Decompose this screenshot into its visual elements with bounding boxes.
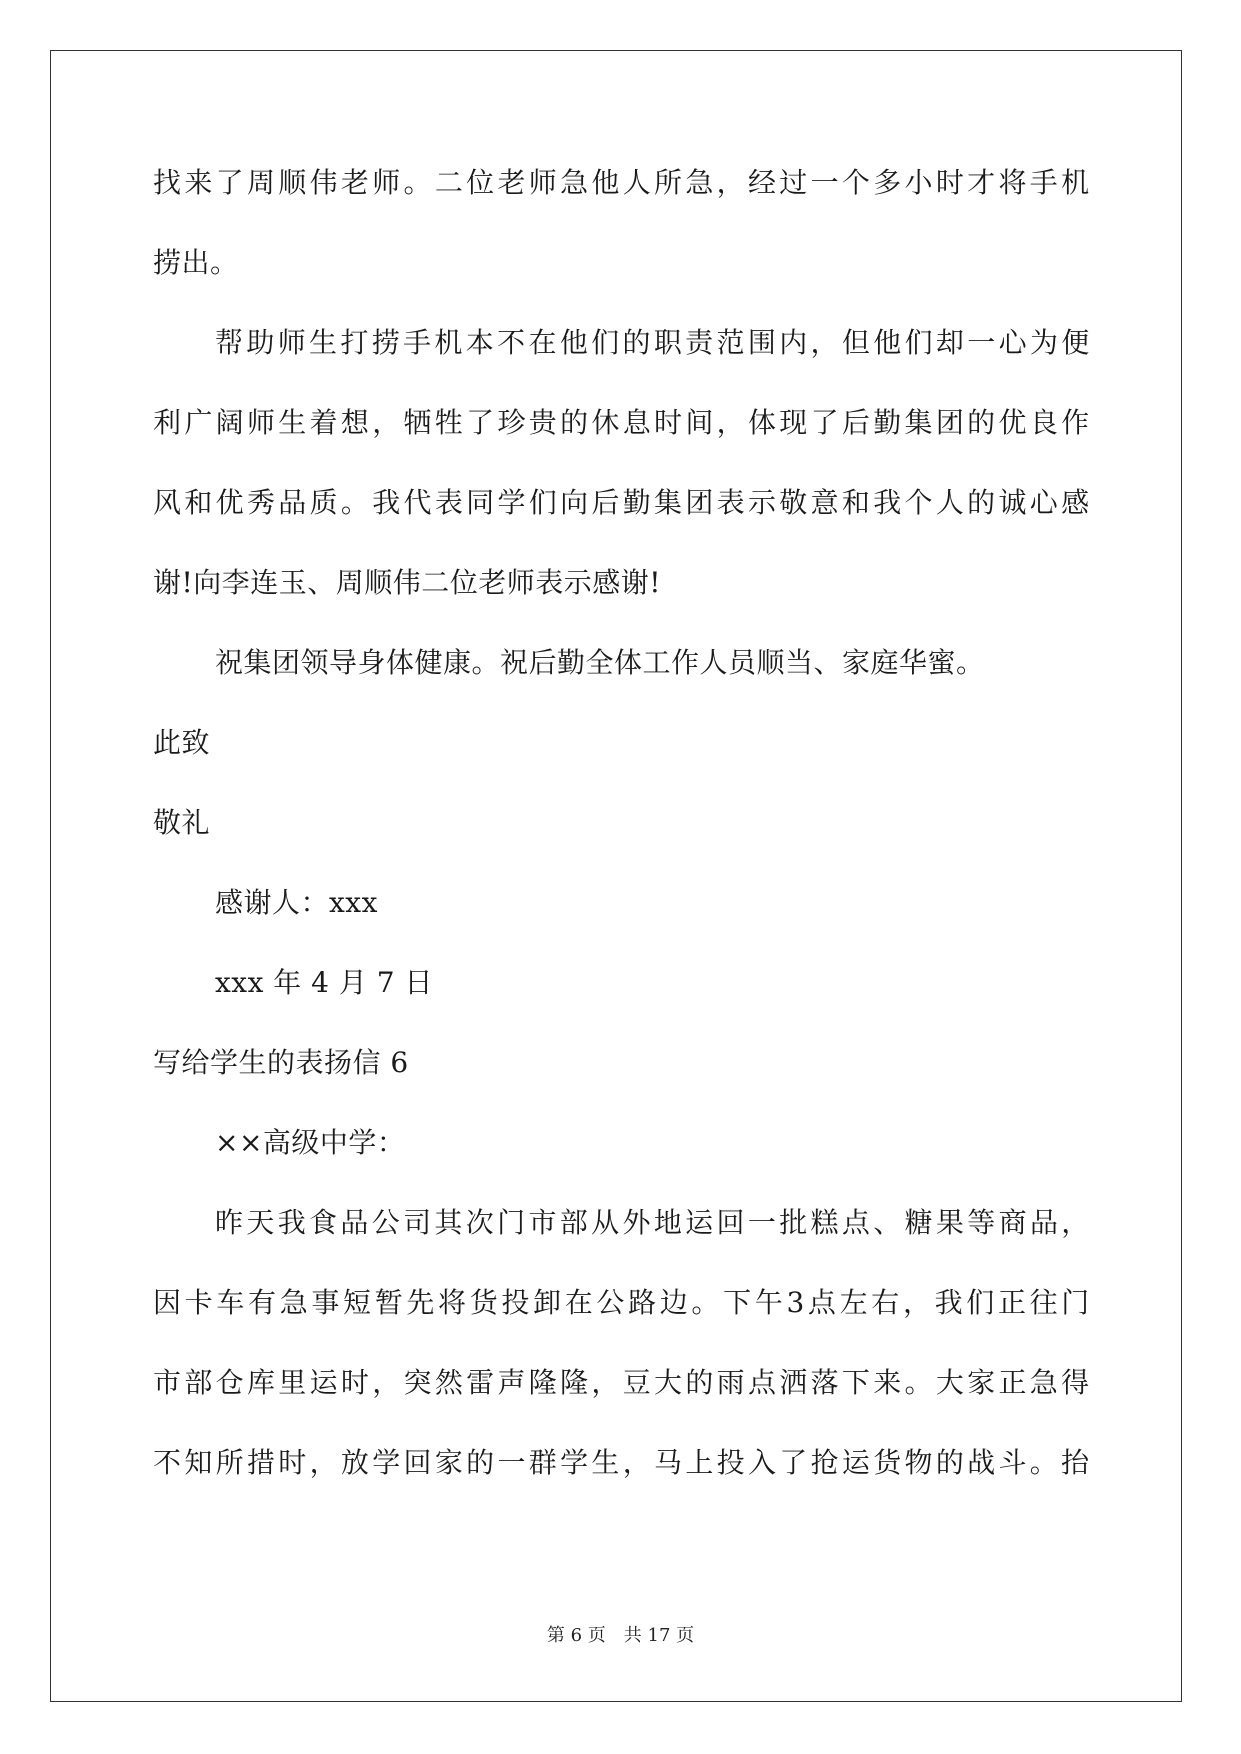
text-line: 利 广 阔 师 生 着 想 ， 牺 牲 了 珍 贵 的 休 息 时 间 ， 体 现 了 后 勤 集 团 的 优 良 作 <box>153 406 1090 439</box>
page-number: 第 6 页 <box>546 1625 606 1646</box>
page-total: 共 17 页 <box>623 1625 695 1646</box>
text-line: 昨 天 我 食 品 公 司 其 次 门 市 部 从 外 地 运 回 一 批 糕 点 、 糖 果 等 商 品 ， <box>215 1206 1090 1239</box>
document-body <box>153 163 1090 1523</box>
text-line: 风 和 优 秀 品 质 。 我 代 表 同 学 们 向 后 勤 集 团 表 示 敬 意 和 我 个 人 的 诚 心 感 <box>153 486 1090 519</box>
text-line: 不 知 所 措 时 ， 放 学 回 家 的 一 群 学 生 ， 马 上 投 入 了 抢 运 货 物 的 战 斗 。 抬 <box>153 1446 1090 1479</box>
page-footer <box>0 1624 1241 1648</box>
text-line: 祝集团领导身体健康。祝后勤全体工作人员顺当、家庭华蜜。 <box>215 646 985 679</box>
text-line: 因 卡 车 有 急 事 短 暂 先 将 货 投 卸 在 公 路 边 。 下 午 3 点 左 右 ， 我 们 正 往 门 <box>153 1286 1090 1319</box>
text-line: 帮 助 师 生 打 捞 手 机 本 不 在 他 们 的 职 责 范 围 内 ， 但 他 们 却 一 心 为 便 <box>215 326 1090 359</box>
closing-regards: 敬礼 <box>153 806 211 839</box>
text-line: 捞出。 <box>153 246 239 279</box>
recipient-line: ××高级中学： <box>215 1126 406 1159</box>
text-line: 市 部 仓 库 里 运 时 ， 突 然 雷 声 隆 隆 ， 豆 大 的 雨 点 洒 落 下 来 。 大 家 正 急 得 <box>153 1366 1090 1399</box>
closing-salutation: 此致 <box>153 726 211 759</box>
text-line: 找 来 了 周 顺 伟 老 师 。 二 位 老 师 急 他 人 所 急 ， 经 过 一 个 多 小 时 才 将 手 机 <box>153 166 1090 199</box>
date-line: xxx 年 4 月 7 日 <box>215 966 434 999</box>
signature-line: 感谢人：xxx <box>215 886 378 919</box>
text-line: 谢!向李连玉、周顺伟二位老师表示感谢! <box>153 566 662 599</box>
section-title: 写给学生的表扬信 6 <box>153 1046 409 1079</box>
